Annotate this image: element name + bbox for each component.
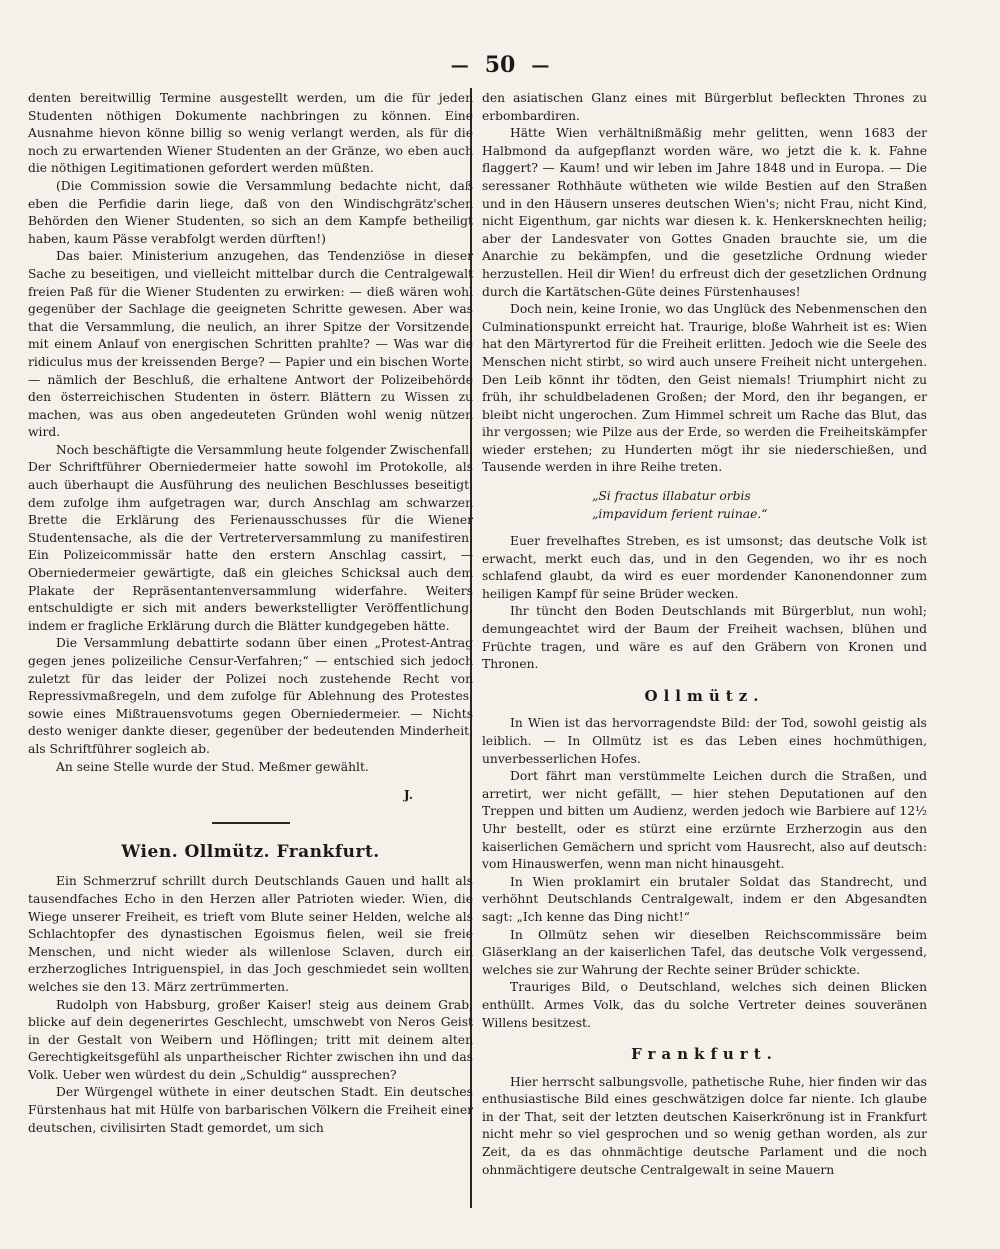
paragraph: Dort fährt man verstümmelte Leichen durch die Straßen, und arretirt, wer nicht gefällt, — hier stehen Deputationen auf den Treppen und bitten um Audienz, werden jedoch wie Barbiere auf 12½ Uhr bestellt, oder es stürzt eine erzürnte Erzherzogin aus den kaiserlichen Gemächern und spricht vom Hausrecht, also auf deutsch: vom Hinauswerfen, wenn man nicht hinausgeht. [482, 769, 927, 872]
paragraph: den asiatischen Glanz eines mit Bürgerblut befleckten Thrones zu erbombardiren. [482, 91, 927, 123]
page-number: 50 [484, 52, 516, 78]
latin-quote-line: „Si fractus illabatur orbis [592, 489, 751, 504]
paragraph: Ein Schmerzruf schrillt durch Deutschlands Gauen und hallt als tausendfaches Echo in den Herzen aller Patrioten wieder. Wien, die Wiege unserer Freiheit, es trieft vom Blute seiner Helden, welche als Schlachtopfer des dynastischen Egoismus fielen, weil sie freie Menschen, und nicht wieder als willenlose Sclaven, durch ein erzherzogliches Intriguenspiel, in das Joch geschmiedet sein wollten, welches sie den 13. März zertrümmerten. [28, 874, 473, 994]
section-heading: Wien. Ollmütz. Frankfurt. [121, 841, 380, 862]
section-separator [212, 822, 290, 824]
header-dash-left: — [450, 54, 469, 76]
paragraph: Rudolph von Habsburg, großer Kaiser! steig aus deinem Grab, blicke auf dein degenerirtes Geschlecht, umschwebt von Neros Geist in der Gestalt von Weibern und Höflingen; tritt mit deinem alten Gerechtigkeitsgefühl als unpartheischer Richter zwischen ihn und das Volk. Ueber wen würdest du dein „Schuldig“ aussprechen? [28, 997, 473, 1082]
paragraph: Noch beschäftigte die Versammlung heute folgender Zwischenfall. Der Schriftführer Oberniedermeier hatte sowohl im Protokolle, als auch überhaupt die Ausführung des neulichen Beschlusses beseitigt, dem zufolge ihm aufgetragen war, durch Anschlag am schwarzen Brette die Erklärung des Ferienausschusses für die Wiener Studentensache, als die der Vertreterversammlung zu manifestiren. Ein Polizeicommissär hatte den erstern Anschlag cassirt, — Oberniedermeier gewärtigte, daß ein gleiches Schicksal auch dem Plakate der Repräsentantenversammlung widerfahre. Weiters entschuldigte er sich mit anders bewerkstelligter Veröffentlichung, indem er fragliche Erklärung durch die Blätter kundgegeben hätte. [28, 442, 473, 633]
left-column [28, 90, 473, 1137]
paragraph: Der Würgengel wüthete in einer deutschen Stadt. Ein deutsches Fürstenhaus hat mit Hülfe von barbarischen Völkern die Freiheit einer deutschen, civilisirten Stadt gemordet, um sich [28, 1085, 473, 1135]
paragraph: Doch nein, keine Ironie, wo das Unglück des Nebenmenschen den Culminationspunkt erreicht hat. Traurige, bloße Wahrheit ist es: Wien hat den Märtyrertod für die Freiheit erlitten. Jedoch wie die Seele des Menschen nicht stirbt, so wird auch unsere Freiheit nicht untergehen. Den Leib könnt ihr tödten, den Geist niemals! Triumphirt nicht zu früh, ihr schuldbeladenen Großen; der Mord, den ihr begangen, er bleibt nicht ungerochen. Zum Himmel schreit um Rache das Blut, das ihr vergossen; wie Pilze aus der Erde, so werden die Freiheitskämpfer wieder erstehen; zu Hunderten mögt ihr sie niederschießen, und Tausende werden in ihre Reihe treten. [482, 302, 927, 475]
paragraph: Ihr tüncht den Boden Deutschlands mit Bürgerblut, nun wohl; demungeachtet wird der Baum der Freiheit wachsen, blühen und Früchte tragen, und wäre es auf den Gräbern von Kronen und Thronen. [482, 604, 927, 672]
header-dash-right: — [531, 54, 550, 76]
frankfurt-heading: Frankfurt. [631, 1045, 778, 1064]
paragraph: denten bereitwillig Termine ausgestellt werden, um die für jeden Studenten nöthigen Dokumente nachbringen zu können. Eine Ausnahme hievon könne billig so wenig verlangt werden, als für die noch zu erwartenden Wiener Studenten an der Gränze, wo eben auch die nöthigen Legitimationen gefordert werden müßten. [28, 91, 473, 176]
paragraph: (Die Commission sowie die Versammlung bedachte nicht, daß eben die Perfidie darin liege, daß von den Windischgrätz'schen Behörden den Wiener Studenten, so sich an dem Kampfe betheiligt haben, kaum Pässe verabfolgt werden dürften!) [28, 178, 473, 246]
paragraph: Die Versammlung debattirte sodann über einen „Protest-Antrag gegen jenes polizeiliche Censur-Verfahren;“ — entschied sich jedoch zuletzt für das leider der Polizei noch zustehende Recht von Repressivmaßregeln, und dem zufolge für Ablehnung des Protestes, sowie eines Mißtrauensvotums gegen Oberniedermeier. — Nichts desto weniger dankte dieser, gegenüber der bedeutenden Minderheit, als Schriftführer sogleich ab. [28, 636, 473, 756]
paragraph: An seine Stelle wurde der Stud. Meßmer gewählt. [56, 759, 369, 774]
author-signature: J. [403, 787, 413, 803]
paragraph: Hätte Wien verhältnißmäßig mehr gelitten, wenn 1683 der Halbmond da aufgepflanzt worden wäre, wo jetzt die k. k. Fahne flaggert? — Kaum! und wir leben im Jahre 1848 und in Europa. — Die seressaner Rothhäute wütheten wie wilde Bestien auf den Straßen und in den Häusern unseres deutschen Wien's; nicht Frau, nicht Kind, nicht Eigenthum, gar nichts war diesen k. k. Henkersknechten heilig; aber der Landesvater von Gottes Gnaden brauchte sie, um die Anarchie zu bekämpfen, und die gesetzliche Ordnung wieder herzustellen. Heil dir Wien! du erfreust dich der gesetzlichen Ordnung durch die Kartätschen-Güte deines Fürstenhauses! [482, 126, 927, 299]
paragraph: Trauriges Bild, o Deutschland, welches sich deinen Blicken enthüllt. Armes Volk, das du solche Vertreter deines souveränen Willens besitzest. [482, 980, 927, 1030]
latin-quote-line: „impavidum ferient ruinae.“ [592, 507, 768, 522]
paragraph: In Wien proklamirt ein brutaler Soldat das Standrecht, und verhöhnt Deutschlands Centralgewalt, indem er den Abgesandten sagt: „Ich kenne das Ding nicht!“ [482, 874, 927, 924]
paragraph: In Wien ist das hervorragendste Bild: der Tod, sowohl geistig als leiblich. — In Ollmütz ist es das Leben eines hochmüthigen, unverbesserlichen Hofes. [482, 716, 927, 766]
paragraph: Euer frevelhaftes Streben, es ist umsonst; das deutsche Volk ist erwacht, merkt euch das, und in den Gegenden, wo ihr es noch schlafend glaubt, da wird es euer mordender Kanonendonner zum heiligen Kampf für seine Brüder wecken. [482, 534, 927, 601]
right-column [482, 90, 927, 1179]
paragraph: Das baier. Ministerium anzugehen, das Tendenziöse in dieser Sache zu beseitigen, und vielleicht mittelbar durch die Centralgewalt freien Paß für die Wiener Studenten zu erwirken: — dieß wären wohl gegenüber der Sachlage die geeigneten Schritte gewesen. Aber was that die Versammlung, die neulich, an ihrer Spitze der Vorsitzende, mit einem Anlauf von energischen Schritten prahlte? — Was war die ridiculus mus der kreissenden Berge? — Papier und ein bischen Worte, — nämlich der Beschluß, die erhaltene Antwort der Polizeibehörde den österreichischen Studenten in österr. Blättern zu Wissen zu machen, was aus oben angedeuteten Gründen wohl wenig nützen wird. [28, 249, 473, 440]
latin-quote [482, 487, 927, 523]
page-header [0, 52, 1000, 78]
paragraph: In Ollmütz sehen wir dieselben Reichscommissäre beim Gläserklang an der kaiserlichen Tafel, das deutsche Volk vergessend, welches sie zur Wahrung der Rechte seiner Brüder schickte. [482, 927, 927, 977]
paragraph: Hier herrscht salbungsvolle, pathetische Ruhe, hier finden wir das enthusiastische Bild eines geschwätzigen dolce far niente. Ich glaube in der That, seit der letzten deutschen Kaiserkrönung ist in Frankfurt nicht mehr so viel gesprochen und so wenig gethan worden, als zur Zeit, da es das ohnmächtige deutsche Parlament und die noch ohnmächtigere deutsche Centralgewalt in seine Mauern [482, 1074, 927, 1177]
olmuetz-heading: Ollmütz. [644, 686, 765, 705]
